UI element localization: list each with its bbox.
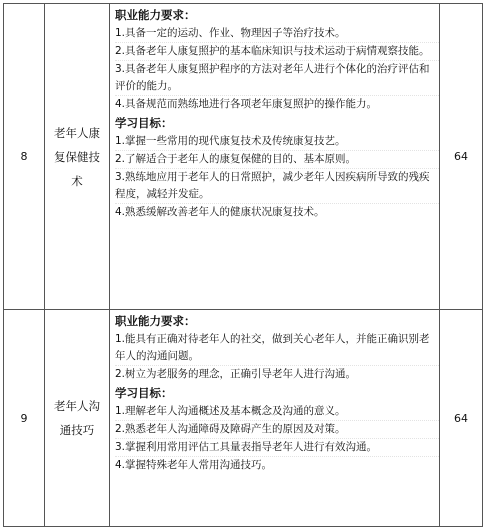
ability-item: 1.具备一定的运动、作业、物理因子等治疗技术。: [115, 27, 346, 39]
course-name: 老年人康复保健技术: [54, 125, 100, 188]
goal-title: 学习目标：: [115, 386, 173, 400]
ability-title: 职业能力要求：: [115, 314, 196, 328]
goal-item: 4.掌握特殊老年人常用沟通技巧。: [115, 456, 439, 474]
course-name: 老年人沟通技巧: [54, 399, 100, 437]
course-number: 9: [4, 310, 45, 527]
goal-item: 4.熟悉缓解改善老年人的健康状况康复技术。: [115, 203, 439, 221]
goal-item: 2.熟悉老年人沟通障碍及障碍产生的原因及对策。: [115, 420, 439, 438]
course-hours: 64: [440, 4, 483, 310]
goal-item: 3.掌握利用常用评估工具量表指导老年人进行有效沟通。: [115, 438, 439, 456]
course-content: [110, 4, 440, 310]
ability-item: 3.具备老年人康复照护程序的方法对老年人进行个体化的治疗评估和评价的能力。: [115, 60, 439, 95]
ability-item: 4.具备规范而熟练地进行各项老年康复照护的操作能力。: [115, 95, 439, 113]
ability-item: 2.树立为老服务的理念，正确引导老年人进行沟通。: [115, 365, 439, 383]
table-row: [4, 4, 483, 310]
ability-title: 职业能力要求：: [115, 8, 196, 22]
goal-item: 1.理解老年人沟通概述及基本概念及沟通的意义。: [115, 405, 346, 417]
goal-item: 2.了解适合于老年人的康复保健的目的、基本原则。: [115, 150, 439, 168]
goal-title: 学习目标：: [115, 116, 173, 130]
course-content: [110, 310, 440, 527]
course-hours: 64: [440, 310, 483, 527]
course-number: 8: [4, 4, 45, 310]
goal-item: 3.熟练地应用于老年人的日常照护，减少老年人因疾病所导致的残疾程度，减轻并发症。: [115, 168, 439, 203]
goal-item: 1.掌握一些常用的现代康复技术及传统康复技艺。: [115, 135, 346, 147]
ability-item: 2.具备老年人康复照护的基本临床知识与技术运动于病情观察技能。: [115, 42, 439, 60]
course-table: [3, 3, 483, 527]
table-row: [4, 310, 483, 527]
ability-item: 1.能具有正确对待老年人的社交，做到关心老年人，并能正确识别老年人的沟通问题。: [115, 333, 430, 362]
